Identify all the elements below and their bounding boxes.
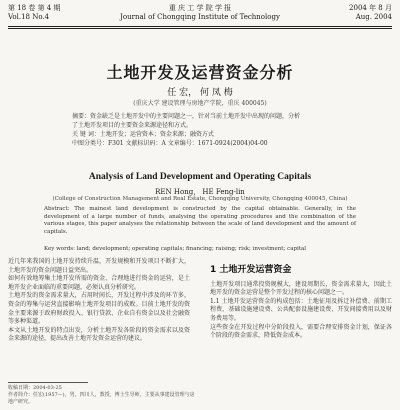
abstract-cn-line: 了土地开发项目的主要资金来源途径和方式。 — [72, 122, 193, 129]
journal-name-cn: 重 庆 工 学 院 学 报 — [168, 4, 232, 12]
abstract-cn-line: 摘要：资金缺乏是土地开发中的主要问题之一，针对当前土地开发中出现的问题，分析 — [72, 113, 301, 120]
authors-en: REN Hong， HE Feng-lin — [155, 188, 245, 196]
body-paragraph: 1.1 土地开发运营资金的构成包括：土地征用及拆迁补偿费、前期工程费、基础设施建设费、公共配套设施建设费、开发间接费用以及财务费用等。 — [210, 297, 392, 322]
footnote — [8, 385, 198, 406]
author-bio: 作者简介：任宏(1957—)，男，四川人，教授，博士生导师，主要从事建设管理与房地产研究。 — [8, 392, 195, 405]
body-column-left — [8, 258, 190, 344]
received-date: 收稿日期：2004-03-25 — [8, 385, 62, 391]
keywords-en: Key words: land; development; operating capitals; financing; raising; risk; investment; capital — [44, 246, 307, 252]
body-paragraph: 近几年来我国的土地开发持续升温，开发规模和开发项目不断扩大，土地开发的资金问题日益突出。 — [8, 258, 190, 274]
journal-header — [8, 4, 392, 36]
section-heading: 1 土地开发运营资金 — [210, 265, 292, 275]
body-column-right — [210, 258, 392, 341]
header-rule-thin — [8, 28, 392, 29]
body-paragraph: 如何有效地筹集土地开发所需的资金，合理地进行资金的运营，是土地开发企业面临的重要问题，必须认真分析研究。 — [8, 275, 190, 291]
paper-title-cn: 土地开发及运营资金分析 — [106, 63, 294, 82]
body-paragraph: 本文从土地开发的特点出发，分析土地开发各阶段的资金需求以及资金来源的途径，提出改善土地开发资金运营的建议。 — [8, 326, 190, 343]
paper-title-en: Analysis of Land Development and Operating Capitals — [88, 172, 312, 182]
affiliation-cn: (重庆大学 建设管理与房地产学院，重庆 400045) — [133, 100, 267, 107]
date-en: Aug. 2004 — [355, 13, 392, 21]
header-rule — [8, 26, 392, 27]
body-paragraph: 土地开发的资金需求量大，占用时间长，开发过程中涉及的环节多，资金的筹集与运营直接影响土地开发项目的成败。目前土地开发的资金主要来源于政府财政投入、银行贷款、企业自有资金以及社会融资等多种渠道。 — [8, 292, 190, 326]
body-paragraph: 这些资金在开发过程中分阶段投入，需要合理安排资金计划，保证各个阶段的资金需求，降低资金成本。 — [210, 323, 392, 340]
abstract-en: Abstract: The mainest land development is constructed by the capital obtainable. Generally, in the development of a large number of funds, analysing the operating procedures and the combination of the various stages, this paper analyses the relationship between the scale of land development and the amount of capitals. — [44, 206, 356, 235]
volume-issue-en: Vol.18 No.4 — [8, 13, 50, 21]
volume-issue-cn: 第 18 卷 第 4 期 — [8, 4, 61, 12]
body-paragraph: 土地开发项目通常投资规模大，建设周期长，资金需求量大，因此土地开发的资金运营是整个开发过程的核心问题之一。 — [210, 280, 392, 297]
footnote-rule — [8, 382, 88, 383]
journal-name-en: Journal of Chongqing Institute of Technology — [120, 13, 280, 21]
authors-cn: 任 宏， 何 凤 梅 — [167, 88, 233, 98]
classification-cn: 中图分类号：F301 文献标识码：A 文章编号：1671-0924(2004)04-00 — [72, 140, 268, 147]
affiliation-en: (College of Construction Management and Real Estate, Chongqing University, Chongqing 400045, China) — [52, 196, 348, 202]
abstract-cn — [72, 112, 328, 148]
keywords-cn: 关 键 词：土地开发；运营资本；资金来源；融资方式 — [72, 131, 214, 138]
date-cn: 2004 年 8 月 — [349, 4, 392, 12]
